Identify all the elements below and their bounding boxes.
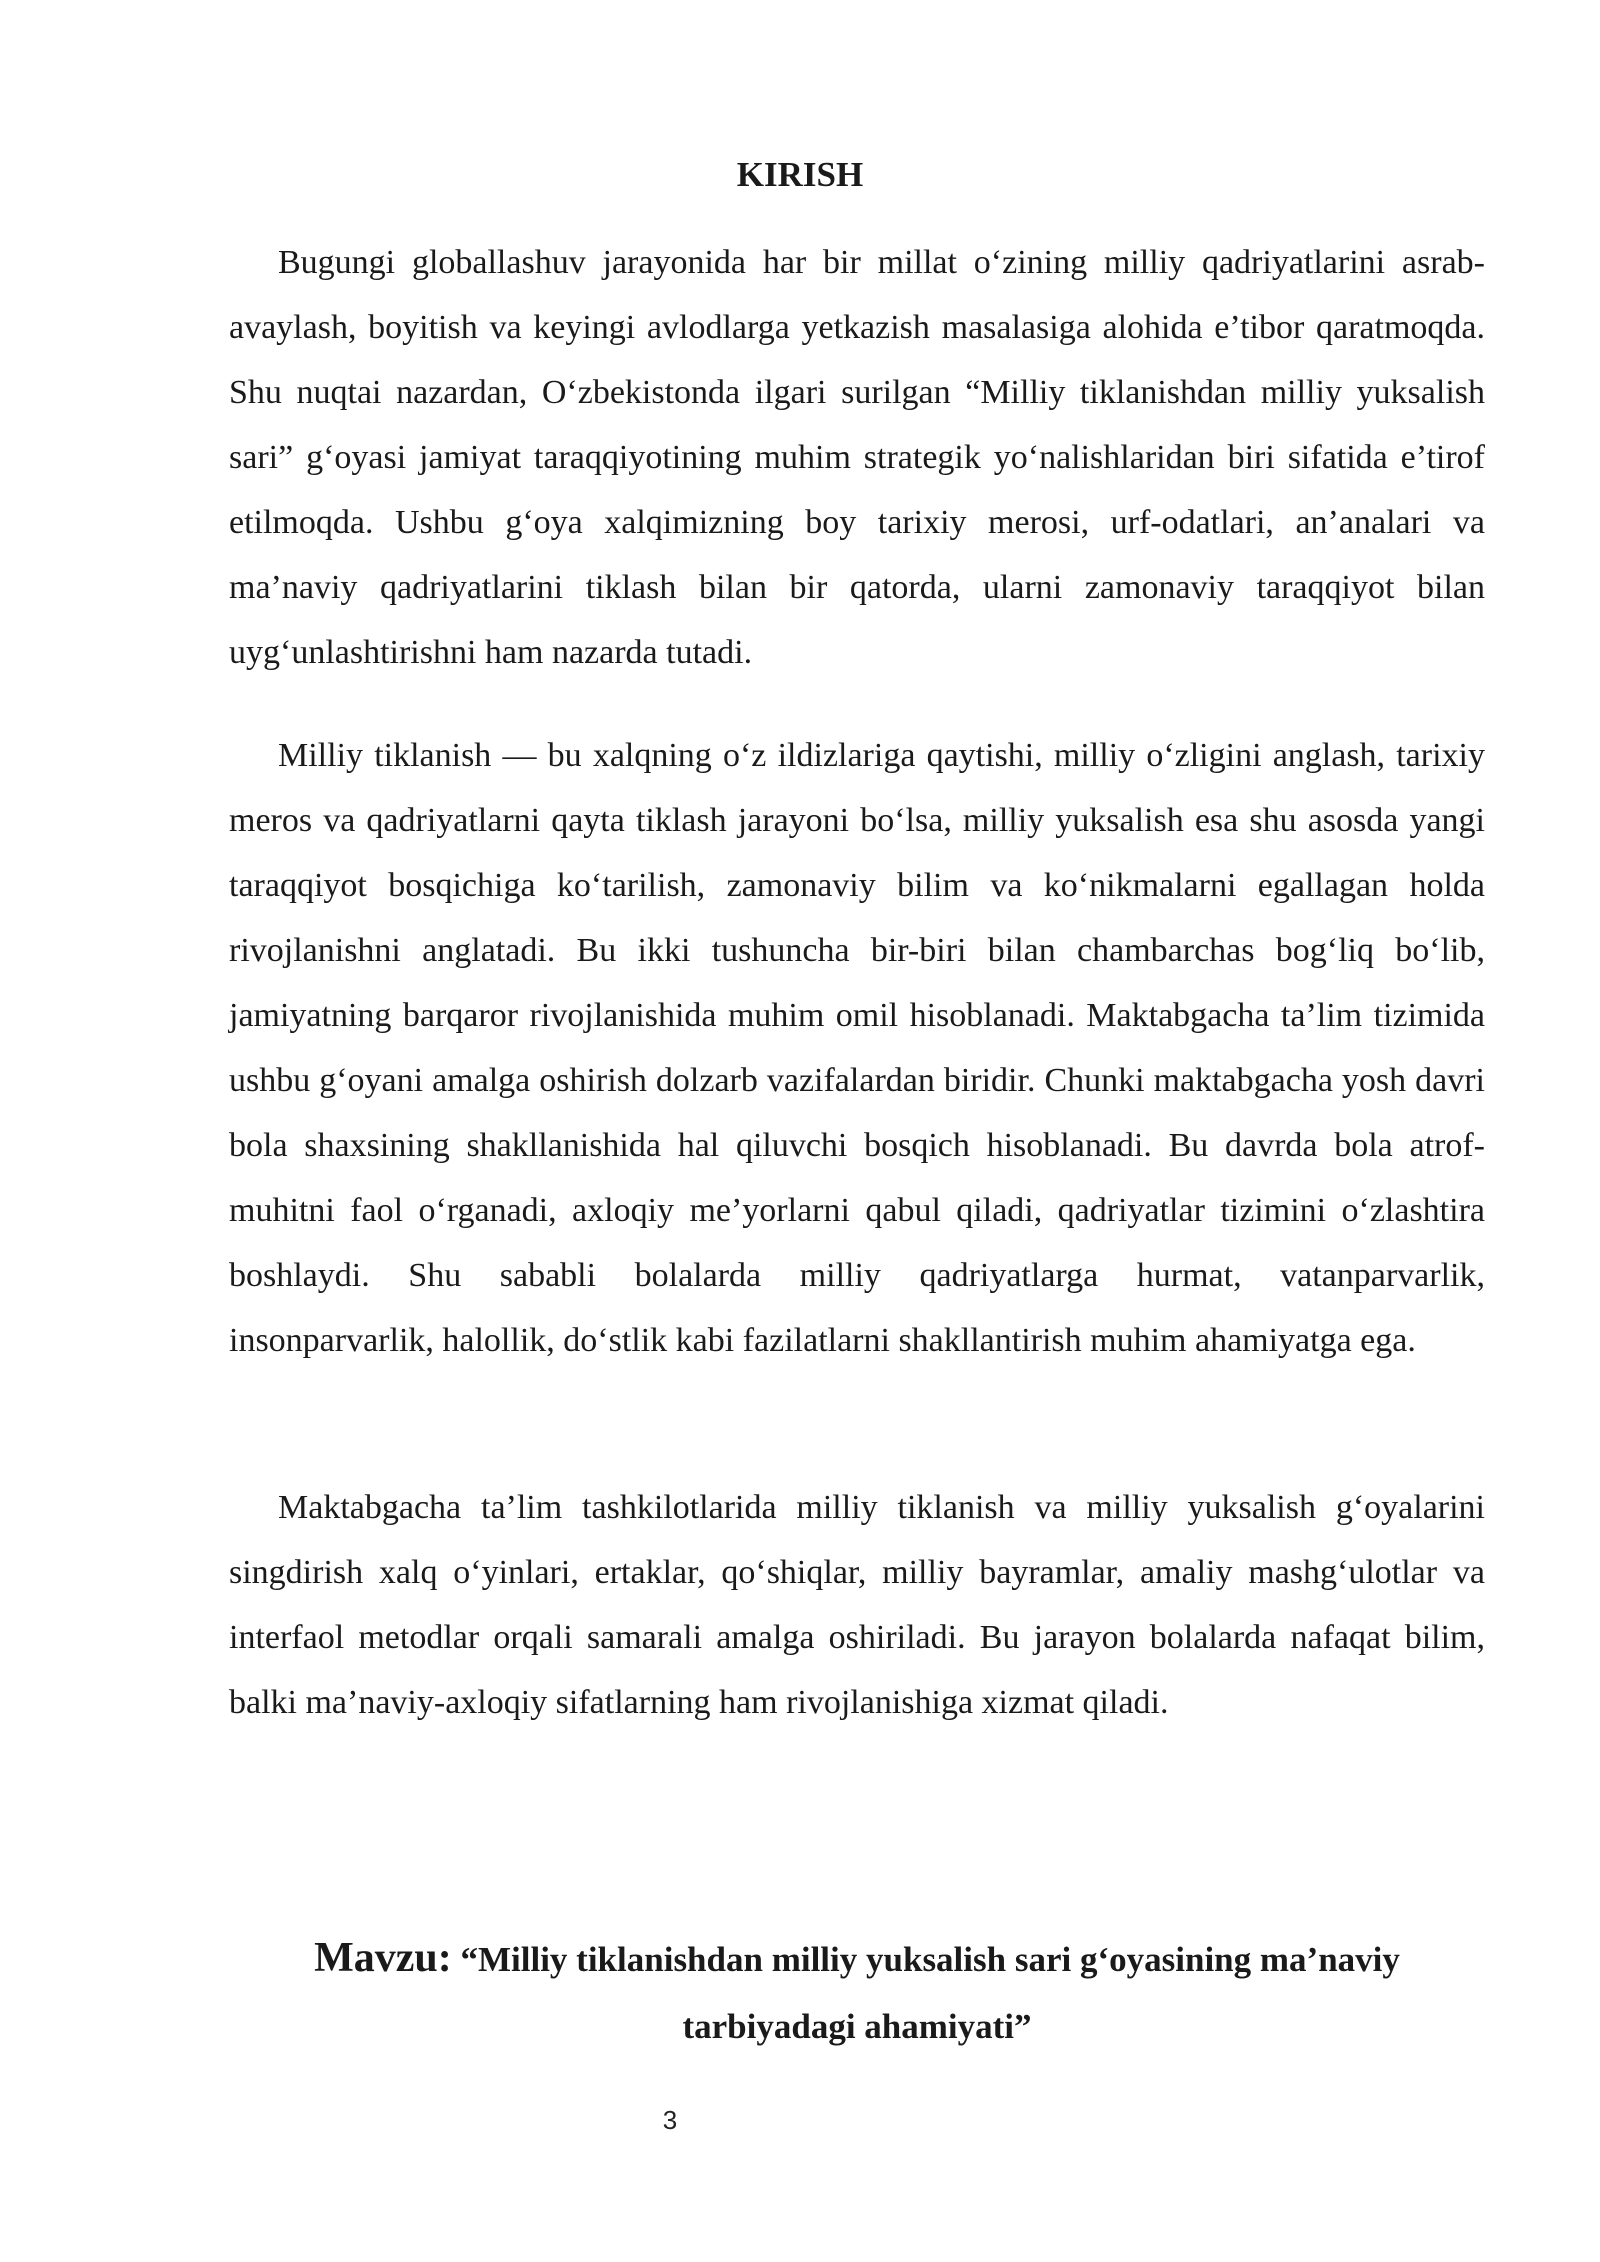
topic-label: Mavzu: — [314, 1935, 452, 1981]
paragraph-2: Milliy tiklanish — bu xalqning o‘z ildizlariga qaytishi, milliy o‘zligini anglash, tarixiy meros va qadriyatlarni qayta tiklash jarayoni bo‘lsa, milliy yuksalish esa shu asosda yangi taraqqiyot bosqichiga ko‘tarilish, zamonaviy bilim va ko‘nikmalarni egallagan holda rivojlanishni anglatadi. Bu ikki tushuncha bir-biri bilan chambarchas bog‘liq bo‘lib, jamiyatning barqaror rivojlanishida muhim omil hisoblanadi. Maktabgacha ta’lim tizimida ushbu g‘oyani amalga oshirish dolzarb vazifalardan biridir. Chunki maktabgacha yosh davri bola shaxsining shakllanishida hal qiluvchi bosqich hisoblanadi. Bu davrda bola atrof-muhitni faol o‘rganadi, axloqiy me’yorlarni qabul qiladi, qadriyatlar tizimini o‘zlashtira boshlaydi. Shu sababli bolalarda milliy qadriyatlarga hurmat, vatanparvarlik, insonparvarlik, halollik, do‘stlik kabi fazilatlarni shakllantirish muhim ahamiyatga ega. — [229, 737, 1485, 1359]
page-number: 3 — [662, 2105, 678, 2135]
section-heading: KIRISH — [736, 155, 864, 194]
topic-title: “Milliy tiklanishdan milliy yuksalish sari g‘oyasining ma’naviy tarbiyadagi ahamiyati” — [460, 1940, 1400, 2046]
paragraph-1: Bugungi globallashuv jarayonida har bir millat o‘zining milliy qadriyatlarini asrab-avaylash, boyitish va keyingi avlodlarga yetkazish masalasiga alohida e’tibor qaratmoqda. Shu nuqtai nazardan, O‘zbekistonda ilgari surilgan “Milliy tiklanishdan milliy yuksalish sari” g‘oyasi jamiyat taraqqiyotining muhim strategik yo‘nalishlaridan biri sifatida e’tirof etilmoqda. Ushbu g‘oya xalqimizning boy tarixiy merosi, urf-odatlari, an’analari va ma’naviy qadriyatlarini tiklash bilan bir qatorda, ularni zamonaviy taraqqiyot bilan uyg‘unlashtirishni ham nazarda tutadi. — [229, 244, 1485, 671]
paragraph-3: Maktabgacha ta’lim tashkilotlarida milliy tiklanish va milliy yuksalish g‘oyalarini singdirish xalq o‘yinlari, ertaklar, qo‘shiqlar, milliy bayramlar, amaliy mashg‘ulotlar va interfaol metodlar orqali samarali amalga oshiriladi. Bu jarayon bolalarda nafaqat bilim, balki ma’naviy-axloqiy sifatlarning ham rivojlanishiga xizmat qiladi. — [229, 1489, 1485, 1721]
topic-block — [229, 1925, 1485, 2060]
